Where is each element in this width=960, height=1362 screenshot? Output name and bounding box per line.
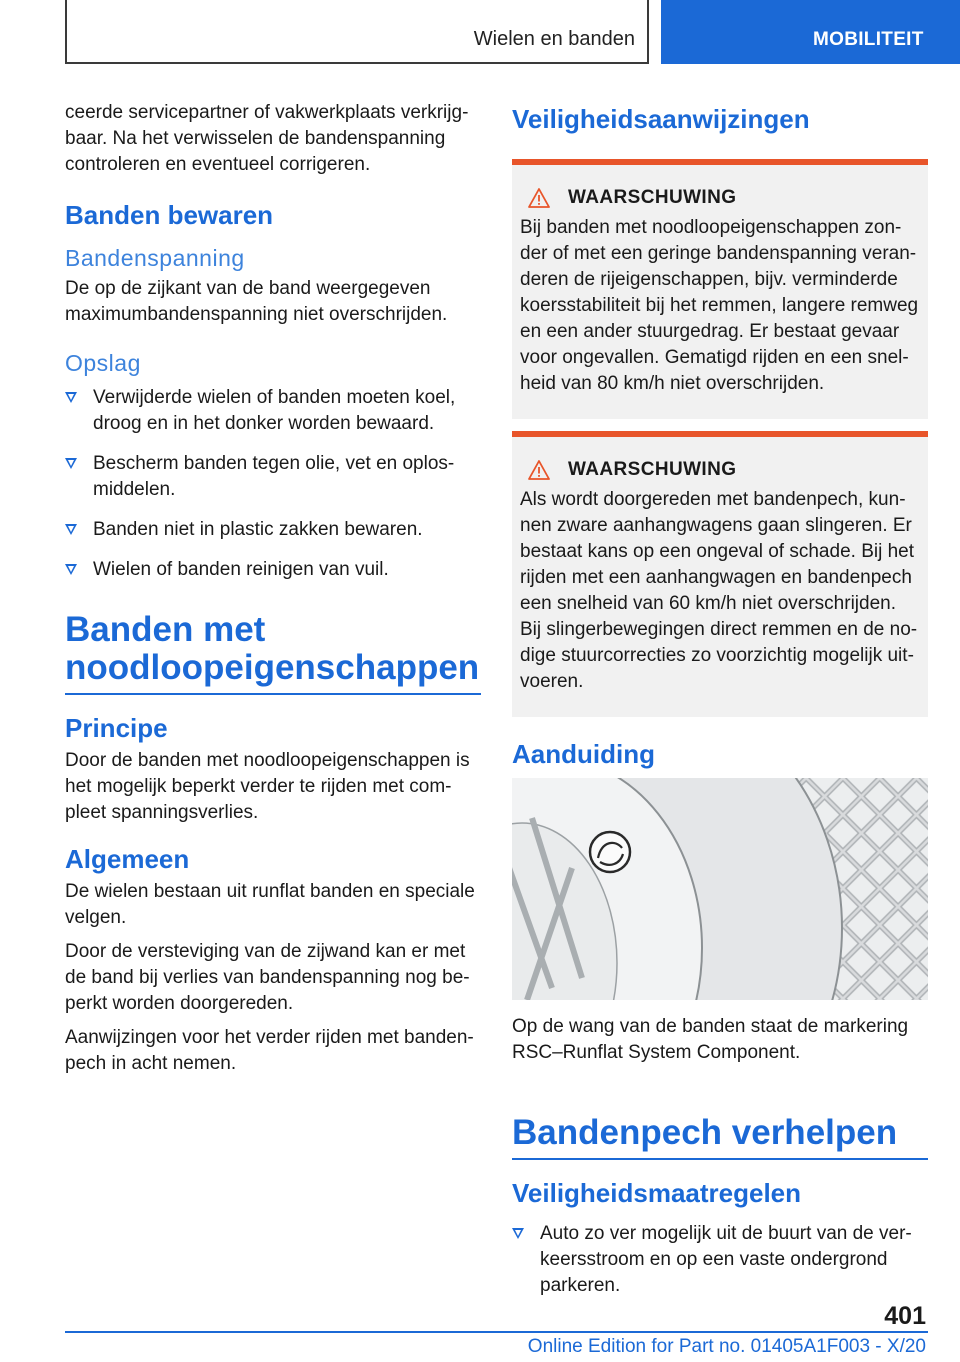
footer-divider (65, 1331, 928, 1333)
paragraph-bandenspanning: De op de zijkant van de band weergegeven maximumbandenspanning niet overschrijden. (65, 278, 448, 325)
warning-triangle-icon (528, 188, 550, 208)
warning-box (512, 159, 928, 419)
paragraph-aanduiding: Op de wang van de banden staat de markering RSC–Runflat System Component. (512, 1016, 909, 1063)
intro-paragraph: ceerde servicepartner of vakwerkplaats verkrijgbaar. Na het verwisselen de bandenspanning controleren en eventueel corrigeren. (65, 102, 469, 175)
list-item: Wielen of banden reinigen van vuil. (65, 557, 481, 583)
chapter-tab-label: MOBILITEIT (813, 29, 924, 50)
chapter-tab[interactable] (661, 0, 960, 64)
runflat-tire-illustration (512, 778, 928, 1000)
left-column (65, 100, 481, 1085)
heading-veiligheidsmaatregelen: Veiligheidsmaatregelen (512, 1178, 802, 1208)
warning-title: WAARSCHUWING (568, 187, 737, 208)
paragraph-algemeen-3: Aanwijzingen voor het verder rijden met bandenpech in acht nemen. (65, 1027, 474, 1074)
list-item: Auto zo ver mogelijk uit de buurt van de verkeersstroom en op een vaste ondergrond parkeren. (512, 1221, 928, 1299)
heading-veiligheidsaanwijzingen: Veiligheidsaanwijzingen (512, 104, 810, 134)
page-header (0, 0, 960, 66)
paragraph-principe: Door de banden met noodloopeigenschappen is het mogelijk beperkt verder te rijden met compleet spanningsverlies. (65, 750, 470, 823)
warning-text: Als wordt doorgereden met bandenpech, kunnen zware aanhangwagens gaan slingeren. Er bestaat kans op een ongeval of schade. Bij het rijden met een aanhangwagen en bandenpech een snelheid van 60 km/h niet overschrijden. Bij slingerbewegingen direct remmen en de nodige stuurcorrecties zo voorzichtig mogelijk uitvoeren. (520, 489, 918, 692)
heading-banden-bewaren: Banden bewaren (65, 200, 274, 230)
heading-opslag: Opslag (65, 350, 141, 376)
measures-list (512, 1221, 928, 1299)
warning-title: WAARSCHUWING (568, 459, 737, 480)
paragraph-algemeen-2: Door de versteviging van de zijwand kan er met de band bij verlies van bandenspanning nog beperkt worden doorgereden. (65, 941, 470, 1014)
heading-aanduiding: Aanduiding (512, 739, 655, 769)
warning-text: Bij banden met noodloopeigenschappen zonder of met een geringe bandenspanning veranderen de rijeigenschappen, bijv. verminderde koersstabiliteit bij het remmen, langere remweg en een ander stuurgedrag. Er bestaat gevaar voor ongevallen. Gematigd rijden en een snelheid van 80 km/h niet overschrijden. (520, 217, 919, 394)
section-title: Wielen en banden (473, 28, 635, 50)
list-item: Verwijderde wielen of banden moeten koel, droog en in het donker worden bewaard. (65, 385, 481, 437)
heading-algemeen: Algemeen (65, 844, 190, 874)
right-column (512, 100, 928, 1313)
heading-bandenpech: Bandenpech verhelpen (512, 1114, 928, 1160)
paragraph-algemeen-1: De wielen bestaan uit runflat banden en speciale velgen. (65, 881, 475, 928)
footer-edition: Online Edition for Part no. 01405A1F003 - X/20 (527, 1336, 926, 1357)
bullet-triangle-icon (512, 1228, 524, 1239)
bullet-triangle-icon (65, 564, 77, 575)
page-number: 401 (884, 1302, 926, 1330)
header-section-box (65, 0, 649, 64)
heading-principe: Principe (65, 713, 168, 743)
heading-runflat: Banden met noodloopeigenschappen (65, 611, 481, 695)
bullet-triangle-icon (65, 392, 77, 403)
bullet-triangle-icon (65, 524, 77, 535)
heading-bandenspanning: Bandenspanning (65, 245, 245, 271)
list-item: Bescherm banden tegen olie, vet en oplosmiddelen. (65, 451, 481, 503)
bullet-triangle-icon (65, 458, 77, 469)
warning-box (512, 431, 928, 717)
list-item: Banden niet in plastic zakken bewaren. (65, 517, 481, 543)
warning-triangle-icon (528, 460, 550, 480)
storage-list (65, 385, 481, 583)
